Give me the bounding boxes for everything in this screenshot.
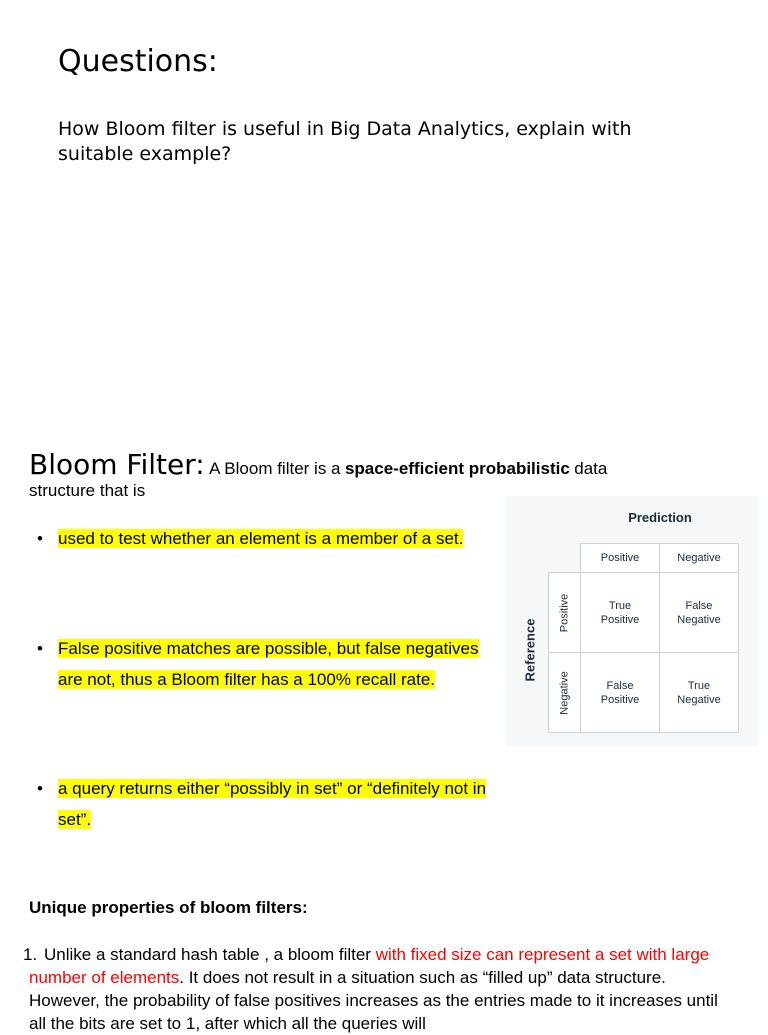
bullet-icon: • xyxy=(37,639,43,658)
col-header-positive: Positive xyxy=(580,543,660,573)
bloom-filter-heading xyxy=(29,448,729,481)
bullet-text: a query returns either “possibly in set” or “definitely not in set”. xyxy=(58,779,487,829)
definition-pre: A Bloom filter is a xyxy=(209,459,341,478)
definition-post: data xyxy=(574,459,608,478)
row-header-positive xyxy=(548,572,581,653)
unique-properties-title: Unique properties of bloom filters: xyxy=(29,898,308,917)
prediction-label: Prediction xyxy=(628,510,692,525)
definition-bold: space-efficient probabilistic xyxy=(344,459,570,478)
bullet-item xyxy=(37,633,487,695)
bullet-text: False positive matches are possible, but false negatives are not, thus a Bloom filter has a 100% recall rate. xyxy=(58,639,479,689)
reference-label-box xyxy=(510,580,550,720)
cell-false-positive: False Positive xyxy=(580,652,660,733)
reference-label: Reference xyxy=(522,618,538,682)
property-item-1 xyxy=(23,943,723,1035)
item-number: 1. xyxy=(23,945,38,964)
question-text: How Bloom filter is useful in Big Data Analytics, explain with suitable example? xyxy=(58,118,632,165)
bloom-filter-title: Bloom Filter: xyxy=(29,448,205,481)
definition-line2: structure that is xyxy=(29,481,146,500)
cell-true-negative: True Negative xyxy=(659,652,739,733)
item1-text-red: with fixed size can represent a set with large number of elements xyxy=(29,945,710,987)
row-header-negative xyxy=(548,652,581,733)
bullet-text: used to test whether an element is a member of a set. xyxy=(58,529,464,548)
bullet-icon: • xyxy=(37,529,43,548)
item1-text-pre: Unlike a standard hash table , a bloom filter xyxy=(44,945,376,964)
col-header-negative: Negative xyxy=(659,543,739,573)
row-header-positive-text: Positive xyxy=(558,593,571,632)
row-header-negative-text: Negative xyxy=(558,670,571,715)
item1-text-post: . It does not result in a situation such as “filled up” data structure. However, the probability of false positives increases as the entries made to it increases until all the bits are set to 1, after which all the queries will xyxy=(29,968,718,1033)
cell-true-positive: True Positive xyxy=(580,572,660,653)
cell-false-negative: False Negative xyxy=(659,572,739,653)
bullet-item xyxy=(37,773,507,835)
bullet-item xyxy=(37,523,487,554)
questions-title: Questions: xyxy=(58,44,218,79)
bullet-icon: • xyxy=(37,779,43,798)
